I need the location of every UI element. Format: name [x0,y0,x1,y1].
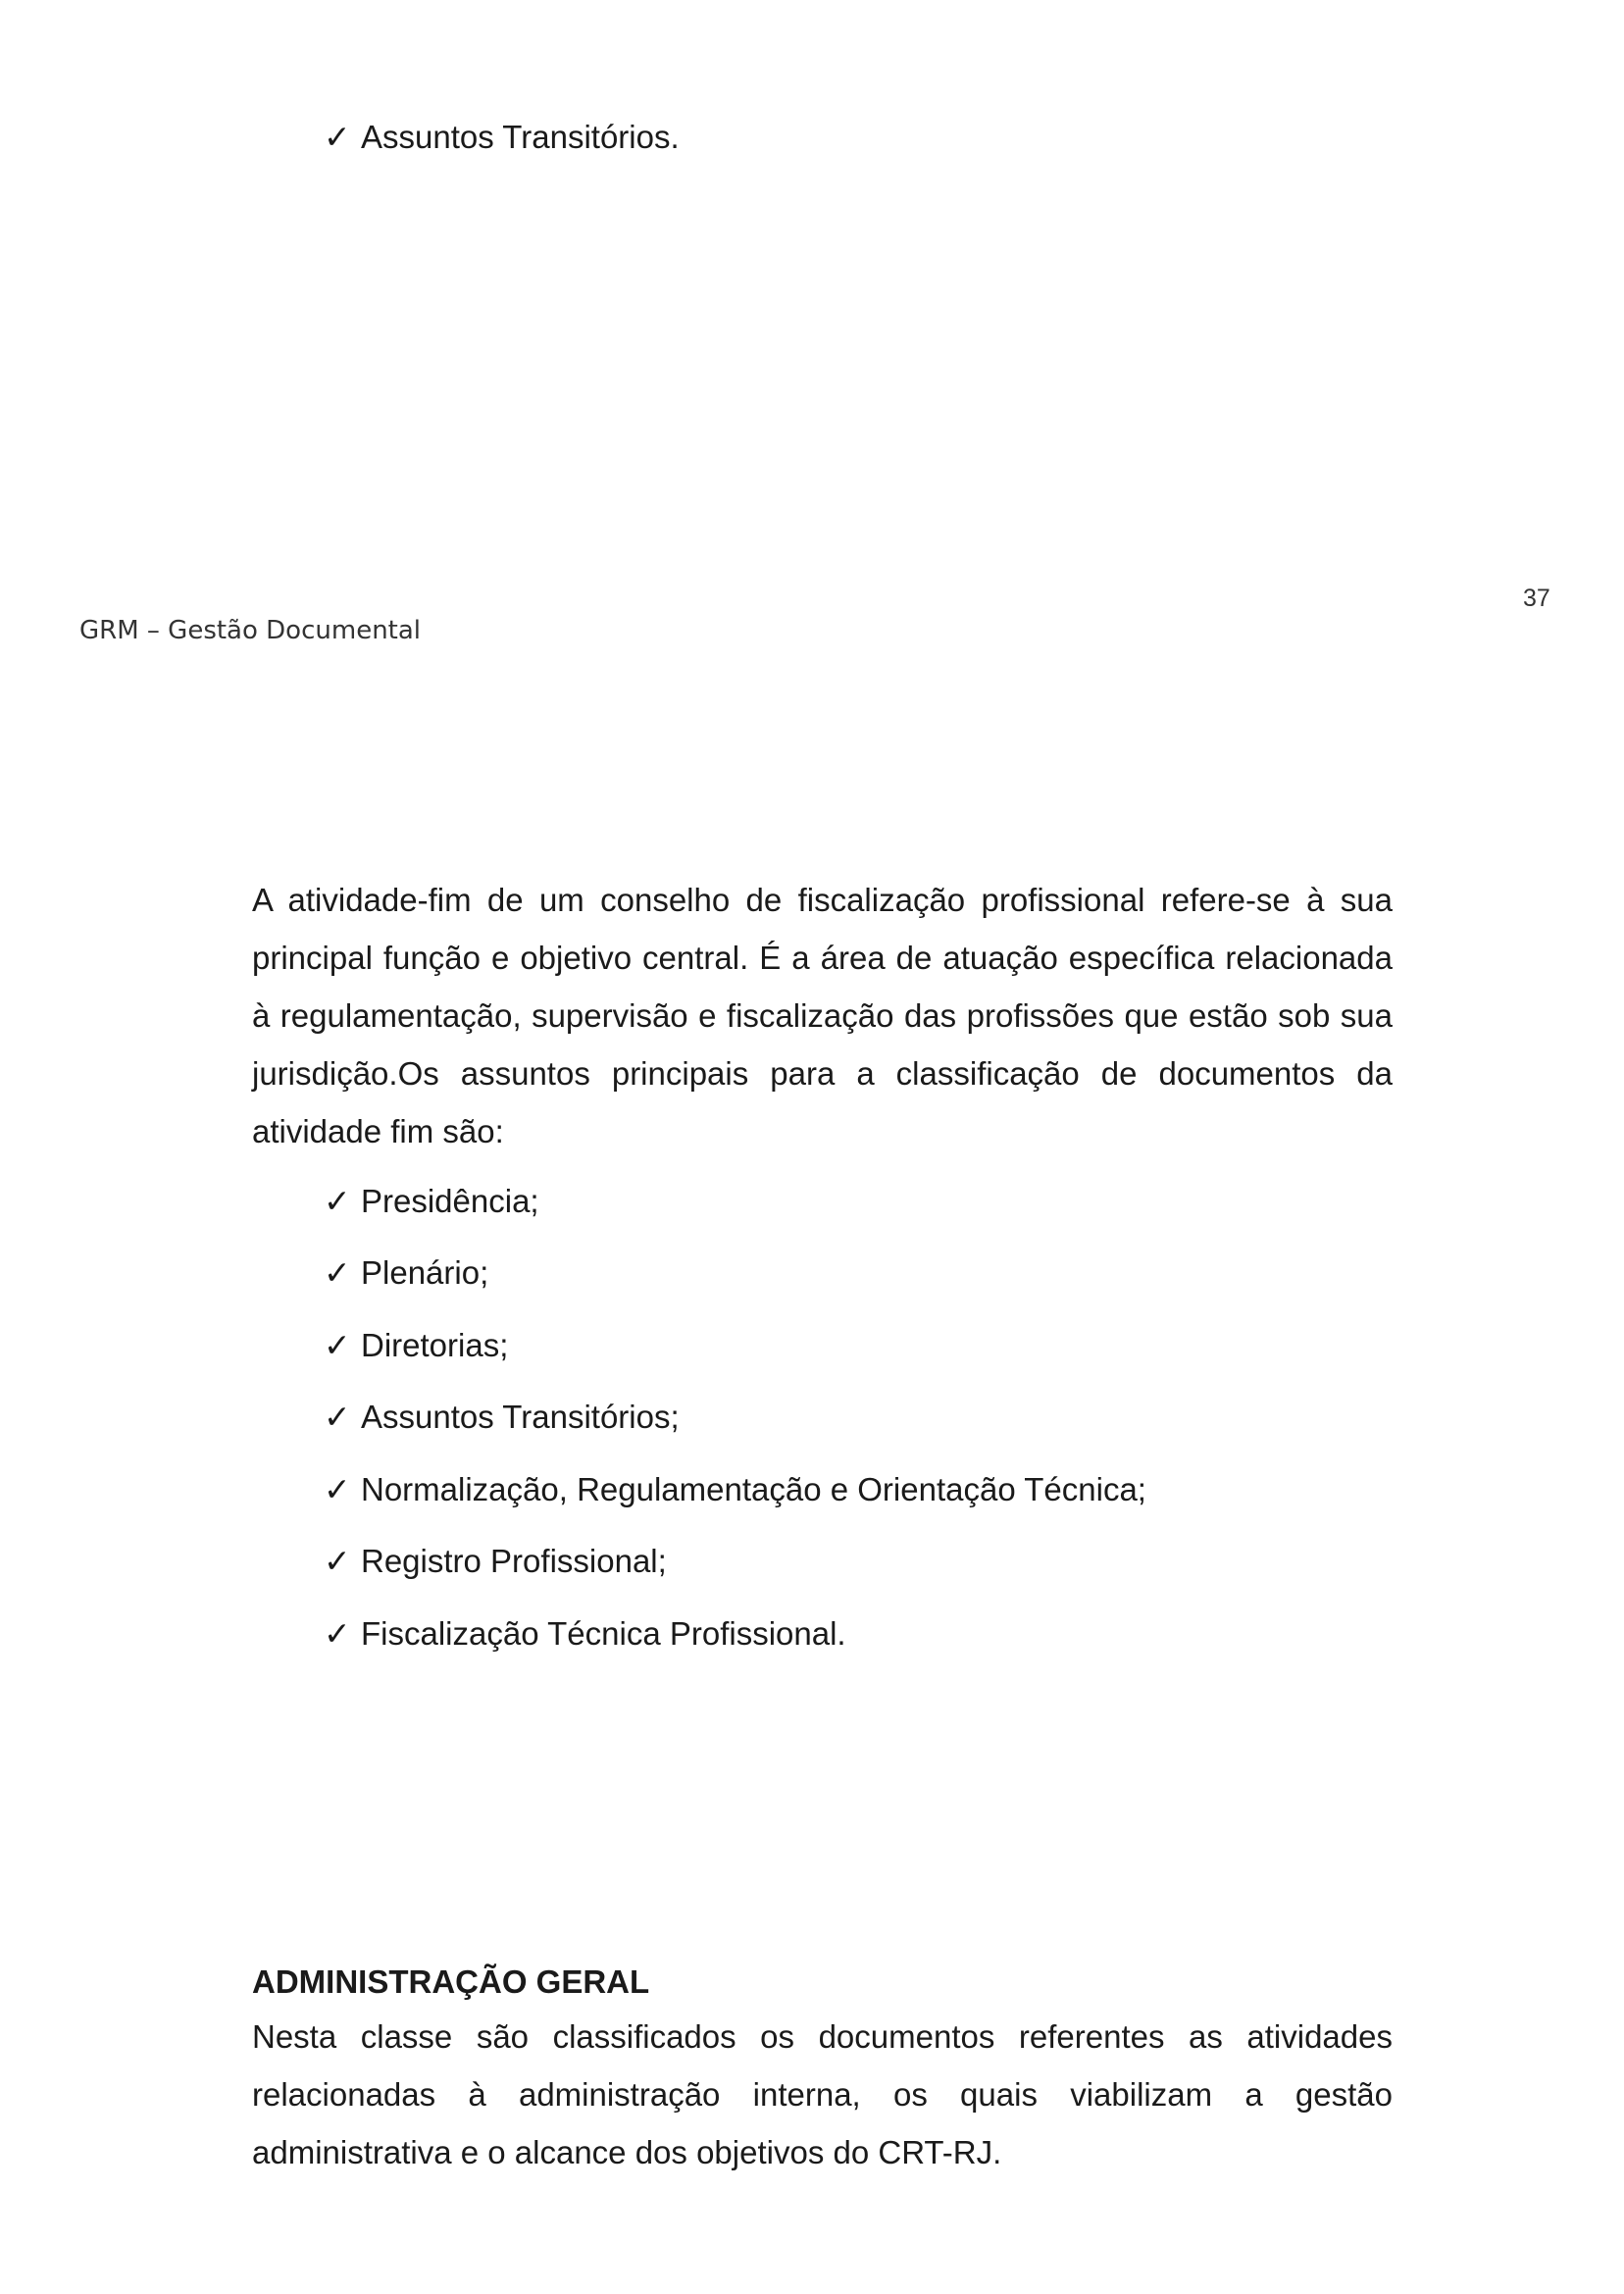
list-item [324,1326,508,1365]
list-item [324,1542,667,1581]
list-item [324,1253,488,1293]
section-paragraph: Nesta classe são classificados os documentos referentes as atividades relacionadas à administração interna, os quais viabilizam a gestão administrativa e o alcance dos objetivos do CRT-RJ. [252,2018,1393,2170]
check-icon: ✓ [324,1182,351,1220]
check-icon: ✓ [324,1398,351,1436]
list-item [324,1182,539,1221]
list-item-text: Assuntos Transitórios. [361,119,680,155]
running-title: GRM – Gestão Documental [79,616,422,645]
list-item [324,118,680,157]
check-icon: ✓ [324,1542,351,1580]
list-item-text: Fiscalização Técnica Profissional. [361,1615,846,1652]
check-icon: ✓ [324,118,351,156]
list-item-text: Normalização, Regulamentação e Orientação Técnica; [361,1471,1146,1507]
section-heading: ADMINISTRAÇÃO GERAL [252,1963,650,2000]
list-item [324,1470,1146,1509]
check-icon: ✓ [324,1326,351,1364]
page-number: 37 [1523,585,1550,612]
list-item-text: Assuntos Transitórios; [361,1399,680,1435]
list-item-text: Presidência; [361,1183,539,1219]
list-item [324,1398,680,1437]
list-item-text: Plenário; [361,1254,489,1291]
check-icon: ✓ [324,1470,351,1508]
list-item-text: Registro Profissional; [361,1543,667,1579]
intro-paragraph: A atividade-fim de um conselho de fiscalização profissional refere-se à sua principal função e objetivo central. É a área de atuação específica relacionada à regulamentação, supervisão e fiscalização das profissões que estão sob sua jurisdição.Os assuntos principais para a classificação de documentos da atividade fim são: [252,882,1393,1149]
list-item [324,1614,846,1654]
check-icon: ✓ [324,1253,351,1292]
list-item-text: Diretorias; [361,1327,509,1363]
check-icon: ✓ [324,1614,351,1653]
